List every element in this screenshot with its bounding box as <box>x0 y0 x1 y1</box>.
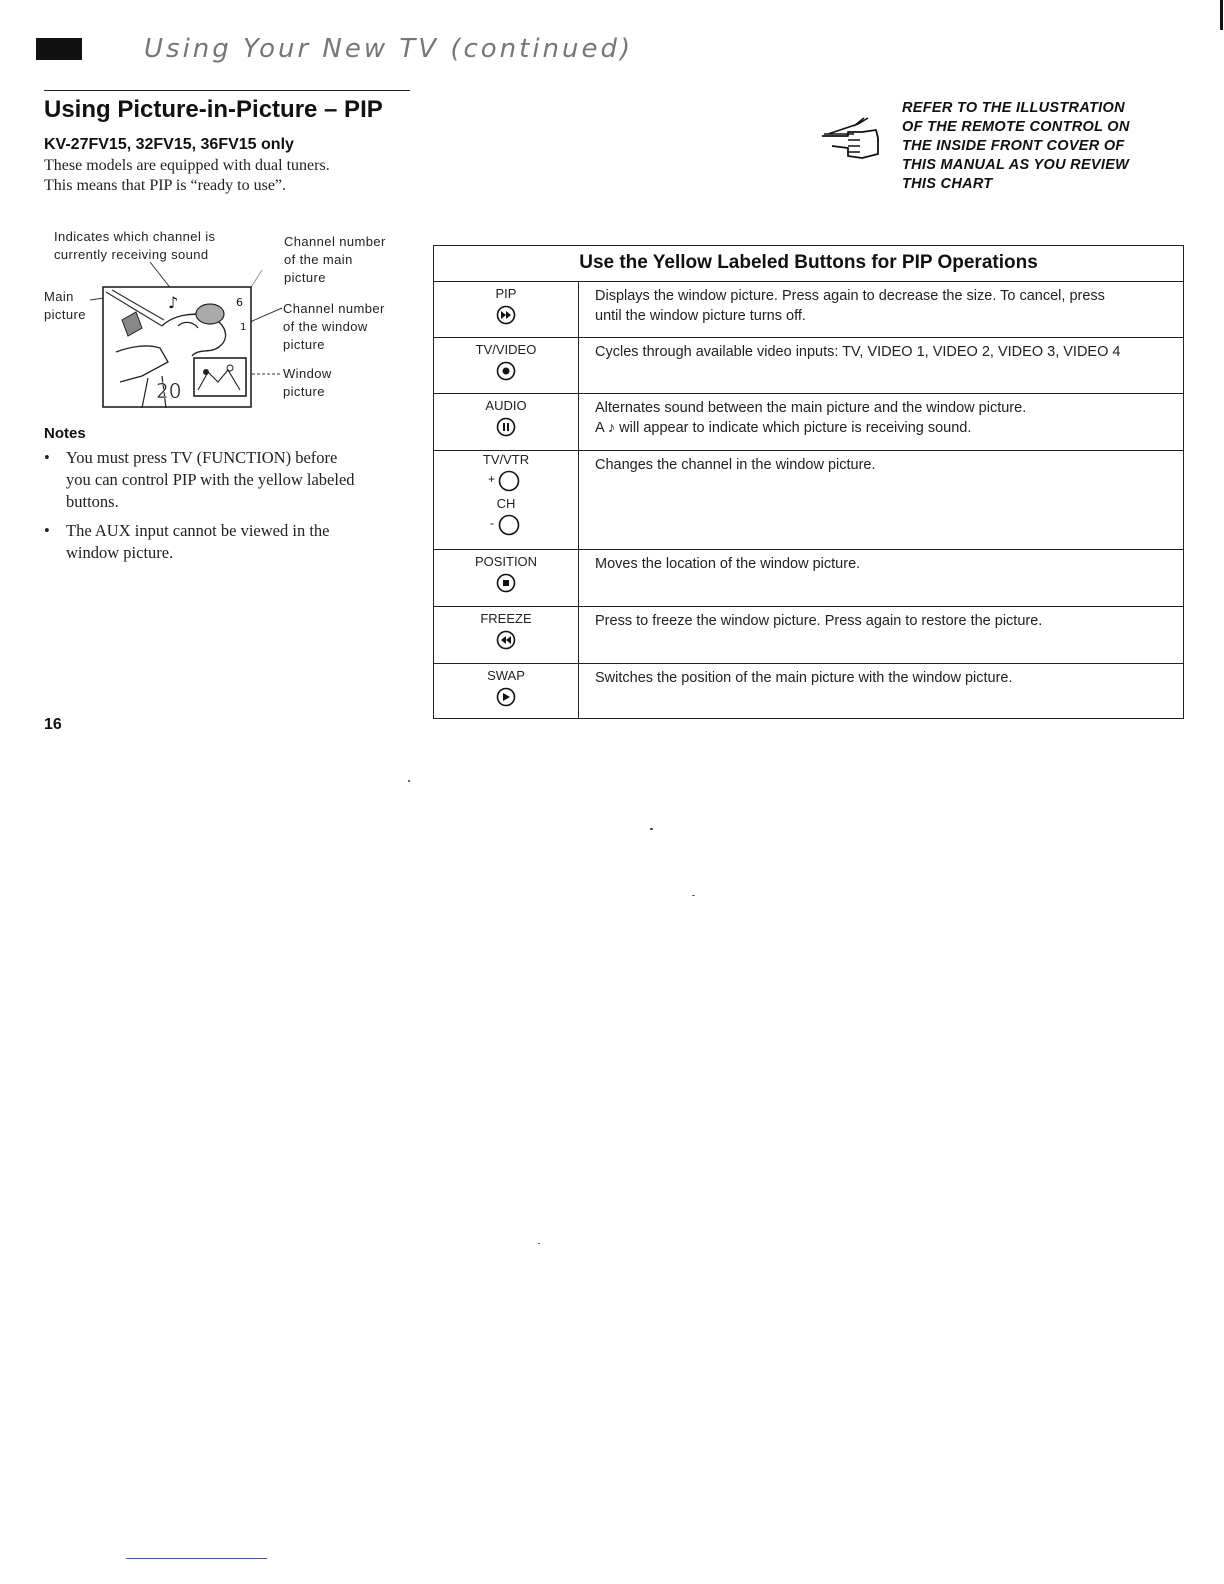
table-row <box>434 550 1183 607</box>
notes-heading: Notes <box>44 425 86 442</box>
description-line: Alternates sound between the main picture and the window picture. <box>595 400 1027 416</box>
label-line: Main <box>44 289 74 304</box>
table-header: Use the Yellow Labeled Buttons for PIP Operations <box>434 246 1183 282</box>
button-cell <box>434 550 579 606</box>
main-channel-number: 6 <box>236 296 243 309</box>
minus-sign: - <box>490 516 494 530</box>
note-line: The AUX input cannot be viewed in the <box>66 521 330 540</box>
record-dot-icon <box>496 361 516 381</box>
button-label: TV/VTR <box>482 452 530 467</box>
play-icon <box>496 687 516 707</box>
footer-rule <box>126 1558 267 1559</box>
description-line: Cycles through available video inputs: TV, VIDEO 1, VIDEO 2, VIDEO 3, VIDEO 4 <box>595 344 1121 360</box>
pointing-hand-icon <box>818 112 884 160</box>
tv-screen-illustration <box>102 286 252 408</box>
pip-operations-table <box>433 245 1184 719</box>
label-line: of the window <box>283 319 368 334</box>
fast-forward-icon <box>496 305 516 325</box>
refer-line: THE INSIDE FRONT COVER OF <box>902 138 1125 154</box>
page-title: Using Picture-in-Picture – PIP <box>44 96 383 123</box>
description-line: Displays the window picture. Press again to decrease the size. To cancel, press <box>595 288 1105 304</box>
scan-speck <box>408 780 410 782</box>
label-line: picture <box>284 270 326 285</box>
note-item <box>44 520 404 564</box>
note-line: buttons. <box>66 492 119 511</box>
description-line: Changes the channel in the window picture. <box>595 457 876 473</box>
description-line: Switches the position of the main picture with the window picture. <box>595 670 1013 686</box>
pause-icon <box>496 417 516 437</box>
button-label: TV/VIDEO <box>475 342 537 357</box>
description-cell <box>579 664 1025 718</box>
note-line: You must press TV (FUNCTION) before <box>66 448 338 467</box>
channel-up-icon <box>498 470 520 492</box>
description-cell <box>579 451 888 549</box>
table-row <box>434 282 1183 338</box>
plus-sign: + <box>488 472 496 486</box>
description-line: Press to freeze the window picture. Press again to restore the picture. <box>595 613 1043 629</box>
label-line: Indicates which channel is <box>54 229 216 244</box>
table-row <box>434 607 1183 664</box>
page-edge-mark <box>1220 0 1223 30</box>
bullet-icon: • <box>44 521 50 540</box>
button-cell <box>434 607 579 663</box>
label-line: picture <box>283 337 325 352</box>
label-line: Channel number <box>284 234 386 249</box>
table-row <box>434 664 1183 718</box>
table-row <box>434 338 1183 394</box>
description-cell <box>579 338 1132 393</box>
channel-down-icon <box>498 514 520 536</box>
notes-list <box>44 447 404 571</box>
label-line: Channel number <box>283 301 385 316</box>
scan-speck <box>692 895 695 896</box>
button-label: POSITION <box>474 554 538 569</box>
button-label: SWAP <box>487 668 525 683</box>
note-line: you can control PIP with the yellow labeled <box>66 470 355 489</box>
label-line: Window <box>283 366 332 381</box>
note-line: window picture. <box>66 543 174 562</box>
table-row <box>434 394 1183 451</box>
label-line: picture <box>283 384 325 399</box>
button-label: AUDIO <box>485 398 527 413</box>
button-cell <box>434 451 579 549</box>
button-cell <box>434 338 579 393</box>
jersey-number: 20 <box>156 379 182 403</box>
scan-speck <box>650 828 653 830</box>
refer-line: OF THE REMOTE CONTROL ON <box>902 119 1130 135</box>
window-channel-number: 1 <box>240 322 247 333</box>
window-picture-inset <box>194 358 246 396</box>
button-label: CH <box>496 496 516 511</box>
button-cell <box>434 282 579 337</box>
description-cell <box>579 550 872 606</box>
channel-up-control <box>486 469 526 495</box>
intro-line: This means that PIP is “ready to use”. <box>44 177 287 194</box>
table-row <box>434 451 1183 550</box>
button-cell <box>434 664 579 718</box>
button-cell <box>434 394 579 450</box>
note-item <box>44 447 404 513</box>
label-line: of the main <box>284 252 353 267</box>
music-note-icon: ♪ <box>168 293 179 312</box>
refer-note <box>902 99 1130 194</box>
refer-line: THIS MANUAL AS YOU REVIEW <box>902 157 1130 173</box>
page-number: 16 <box>44 716 62 733</box>
label-line: currently receiving sound <box>54 247 209 262</box>
description-cell <box>579 282 1117 337</box>
description-line: A ♪ will appear to indicate which picture is receiving sound. <box>595 420 972 436</box>
description-line: Moves the location of the window picture. <box>595 556 861 572</box>
description-cell <box>579 607 1054 663</box>
channel-down-control <box>486 513 526 539</box>
label-line: picture <box>44 307 86 322</box>
intro-line: These models are equipped with dual tuners. <box>44 157 330 174</box>
description-line: until the window picture turns off. <box>595 308 806 324</box>
running-head: Using Your New TV (continued) <box>144 34 634 64</box>
refer-line: THIS CHART <box>902 176 993 192</box>
stop-icon <box>496 573 516 593</box>
model-list: KV-27FV15, 32FV15, 36FV15 only <box>44 136 294 153</box>
description-cell <box>579 394 1038 450</box>
button-label: PIP <box>495 286 517 301</box>
bullet-icon: • <box>44 448 50 467</box>
button-label: FREEZE <box>480 611 532 626</box>
rewind-icon <box>496 630 516 650</box>
scan-speck <box>538 1243 540 1244</box>
refer-line: REFER TO THE ILLUSTRATION <box>902 100 1125 116</box>
